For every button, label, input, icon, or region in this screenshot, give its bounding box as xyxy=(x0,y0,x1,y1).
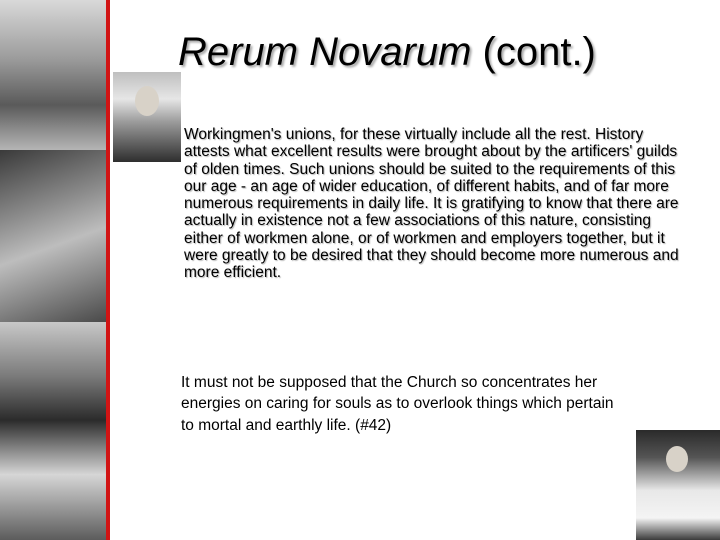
paragraph-unions: Workingmen's unions, for these virtually include all the rest. History attests what excellent results were brought about by the artificers' guilds of olden times. Such unions should be suited to the requirements of this our age - an age of wider education, of different habits, and of far more numerous requirements in daily life. It is gratifying to know that there are actually in existence not a few associations of this nature, consisting either of workmen alone, or of workmen and employers together, but it were greatly to be desired that they should become more numerous and more efficient. xyxy=(184,126,679,282)
photo-collage-strip xyxy=(0,0,106,540)
paragraph-church: It must not be supposed that the Church so concentrates her energies on caring for souls as to overlook things which pertain to mortal and earthly life. (#42) xyxy=(181,374,614,434)
slide-title-italic: Rerum Novarum xyxy=(178,30,472,74)
slide-title xyxy=(178,30,698,75)
portrait-face xyxy=(666,446,688,472)
photo-workers-on-scaffold xyxy=(0,0,106,150)
photo-child-mill-workers xyxy=(0,150,106,322)
slide-title-suffix: (cont.) xyxy=(471,30,596,74)
red-divider-line xyxy=(106,0,110,540)
portrait-cardinal-photo xyxy=(113,72,181,162)
photo-women-protesters xyxy=(0,322,106,540)
portrait-face xyxy=(135,86,159,116)
portrait-pope-photo xyxy=(636,430,720,540)
